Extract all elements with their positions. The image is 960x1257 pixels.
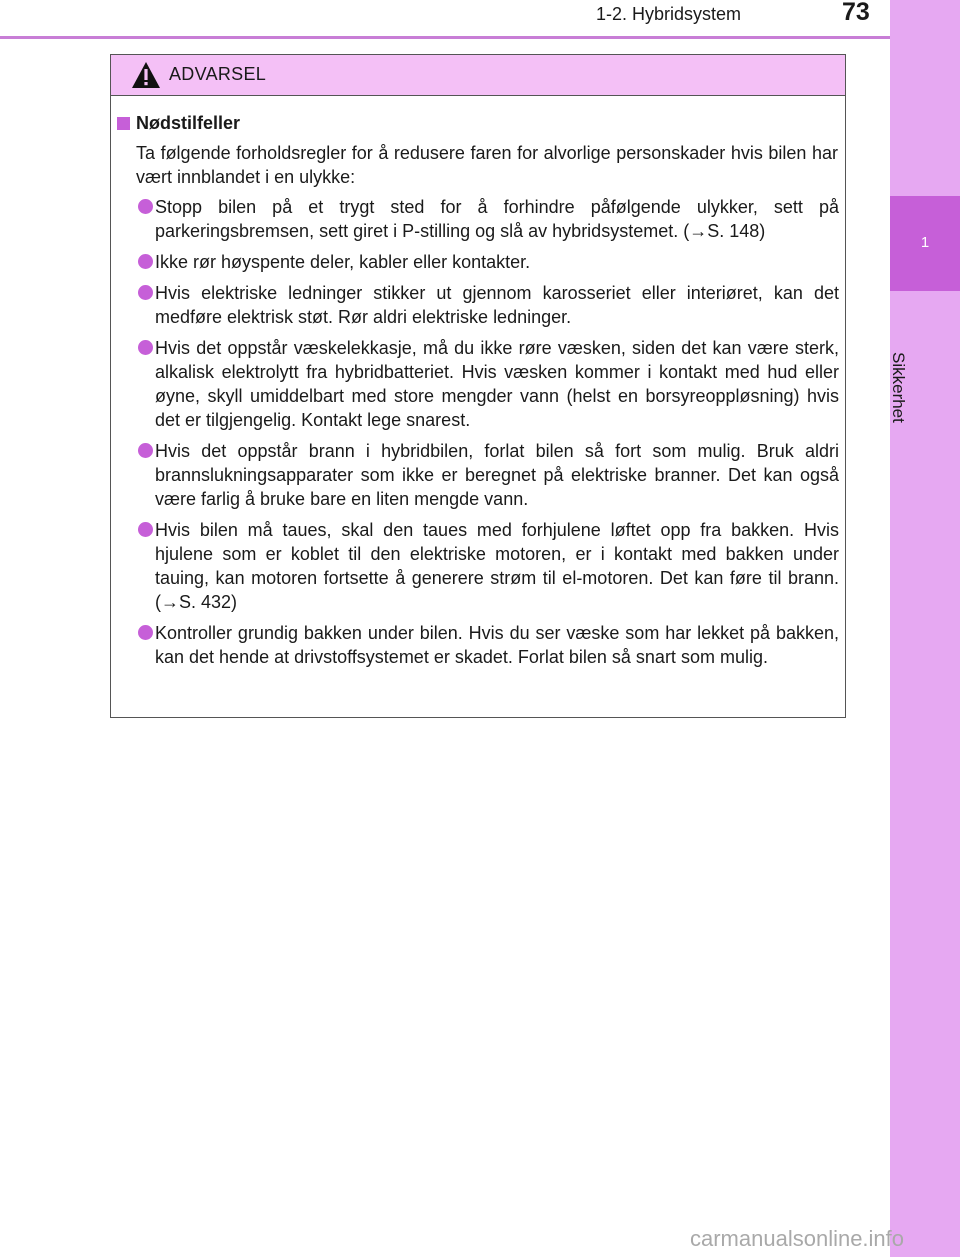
list-item bbox=[123, 336, 839, 432]
page-number: 73 bbox=[842, 0, 870, 26]
list-item-text: Ikke rør høyspente deler, kabler eller kontakter. bbox=[155, 252, 531, 272]
bullet-dot-icon bbox=[138, 522, 153, 537]
intro-paragraph: Ta følgende forholdsregler for å redusere faren for alvorlige personskader hvis bilen har vært innblandet i en ulykke: bbox=[136, 143, 838, 187]
header-divider bbox=[0, 36, 890, 39]
bullet-list bbox=[123, 195, 839, 676]
chapter-title bbox=[880, 330, 936, 423]
square-bullet-icon bbox=[117, 117, 130, 130]
list-item bbox=[123, 621, 839, 669]
bullet-dot-icon bbox=[138, 625, 153, 640]
chapter-number: 1 bbox=[920, 234, 930, 251]
watermark: carmanualsonline.info bbox=[690, 1226, 905, 1251]
list-item bbox=[123, 195, 839, 243]
bullet-dot-icon bbox=[138, 285, 153, 300]
list-item-text: Hvis det oppstår væskelekkasje, må du ikke røre væsken, siden det kan være sterk, alkalisk elektrolytt fra hybridbatteriet. Hvis væsken kommer i kontakt med hud eller øyne, skyll umiddelbart med store mengder vann (helst en borsyreoppløsning) hvis det er tilgjengelig. Kontakt lege snarest. bbox=[155, 338, 839, 430]
warning-box bbox=[110, 54, 846, 718]
list-item bbox=[123, 518, 839, 614]
list-item bbox=[123, 250, 839, 274]
bullet-dot-icon bbox=[138, 254, 153, 269]
list-item-text: Stopp bilen på et trygt sted for å forhindre påfølgende ulykker, sett på parkeringsbremsen, sett giret i P-stilling og slå av hybridsystemet. (→S. 148) bbox=[155, 197, 839, 241]
bullet-dot-icon bbox=[138, 340, 153, 355]
chapter-title-text: Sikkerhet bbox=[889, 352, 908, 423]
list-item-text: Hvis elektriske ledninger stikker ut gjennom karosseriet eller interiøret, kan det medføre elektrisk støt. Rør aldri elektriske ledninger. bbox=[155, 283, 839, 327]
bullet-dot-icon bbox=[138, 199, 153, 214]
list-item-text: Kontroller grundig bakken under bilen. Hvis du ser væske som har lekket på bakken, kan det hende at drivstoffsystemet er skadet. Forlat bilen så snart som mulig. bbox=[155, 623, 839, 667]
bullet-dot-icon bbox=[138, 443, 153, 458]
side-strip bbox=[890, 0, 960, 1257]
list-item-text: Hvis bilen må taues, skal den taues med forhjulene løftet opp fra bakken. Hvis hjulene som er koblet til den elektriske motoren, er i kontakt med bakken under tauing, kan motoren fortsette å generere strøm til el-motoren. Det kan føre til brann. (→S. 432) bbox=[155, 520, 839, 612]
warning-triangle-icon bbox=[131, 61, 161, 89]
warning-label: ADVARSEL bbox=[169, 64, 267, 84]
section-heading bbox=[117, 113, 240, 134]
list-item-text: Hvis det oppstår brann i hybridbilen, forlat bilen så fort som mulig. Bruk aldri brannslukningsapparater som ikke er beregnet på elektriske branner. Det kan også være farlig å bruke bare en liten mengde vann. bbox=[155, 441, 839, 509]
list-item bbox=[123, 281, 839, 329]
section-title: 1-2. Hybridsystem bbox=[596, 4, 742, 24]
list-item bbox=[123, 439, 839, 511]
warning-header bbox=[111, 55, 845, 96]
section-heading-text: Nødstilfeller bbox=[136, 113, 241, 133]
chapter-tab[interactable] bbox=[890, 196, 960, 291]
